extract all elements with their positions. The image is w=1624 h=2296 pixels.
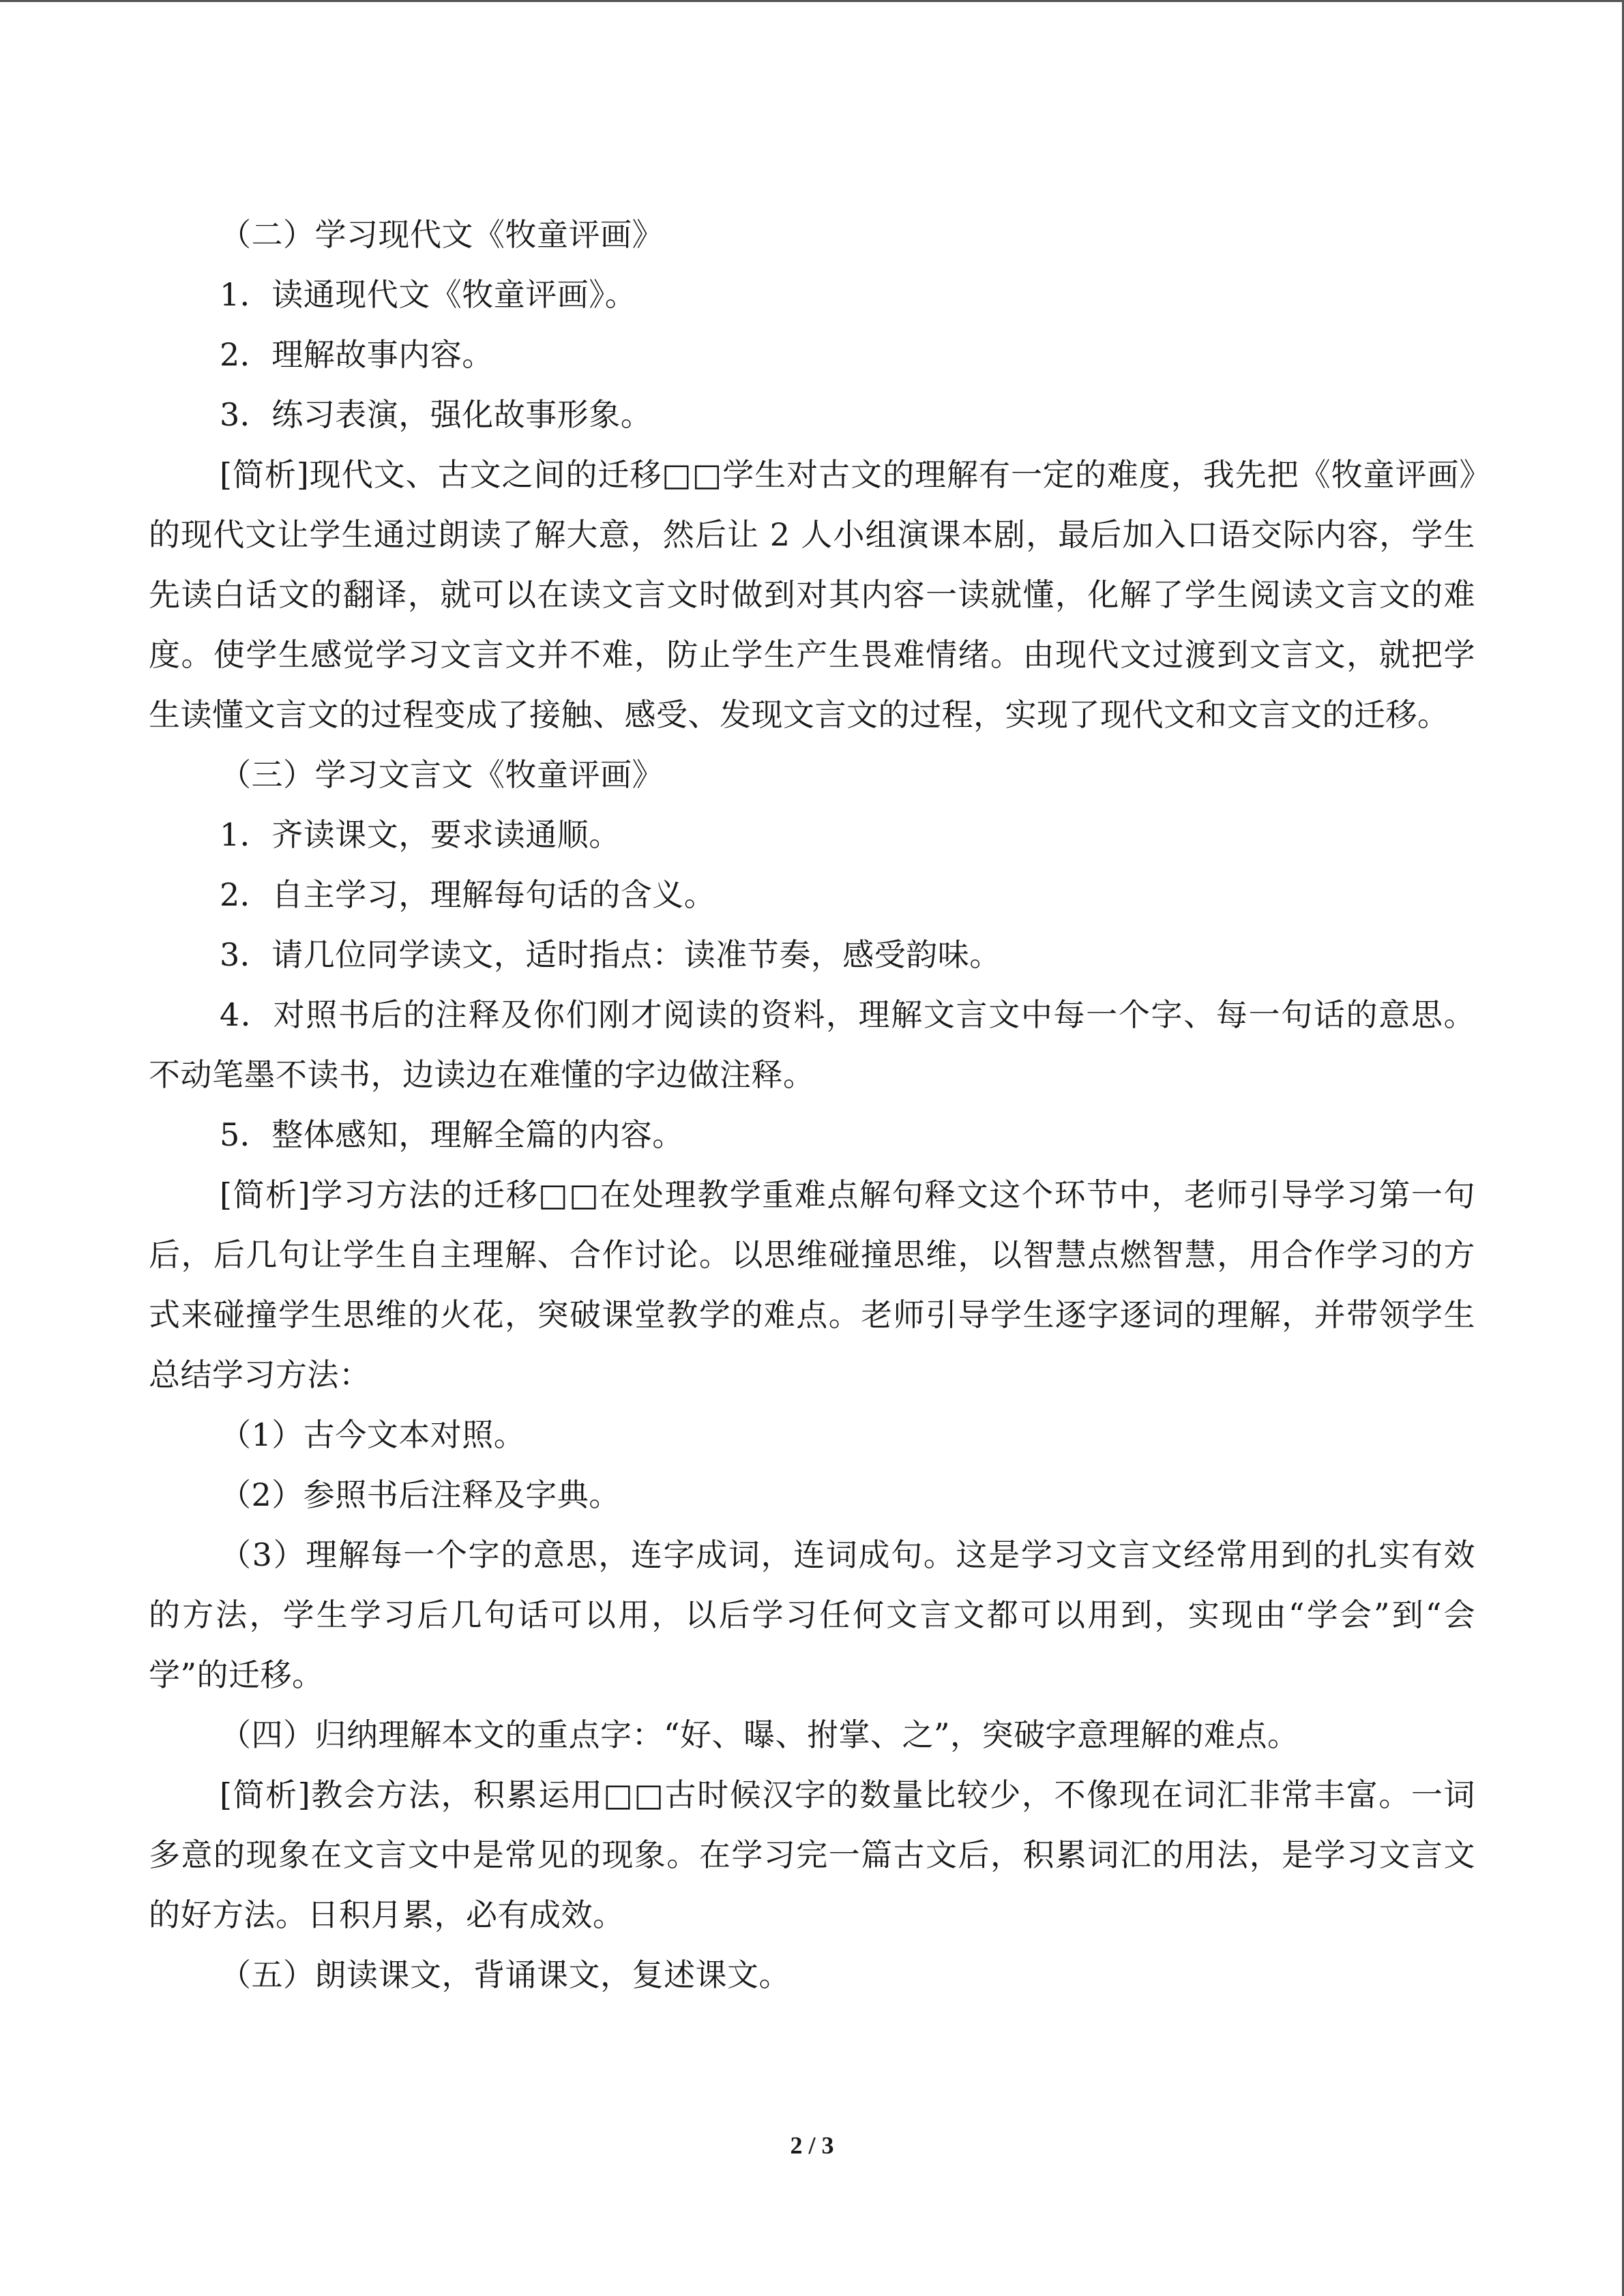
list-item: 3．请几位同学读文，适时指点：读准节奏，感受韵味。 — [220, 936, 1001, 973]
section-heading-4: （四）归纳理解本文的重点字：“好、曝、拊掌、之”，突破字意理解的难点。 — [220, 1716, 1299, 1753]
list-item: 1．读通现代文《牧童评画》。 — [220, 276, 637, 313]
list-item: 3．练习表演，强化故事形象。 — [220, 396, 653, 433]
analysis-paragraph: [简析]教会方法，积累运用□□古时候汉字的数量比较少，不像现在词汇非常丰富。一词多意的现象在文言文中是常见的现象。在学习完一篇古文后，积累词汇的用法，是学习文言文的好方法。日积月累，必有成效。 — [149, 1776, 1475, 1933]
list-item: 1．齐读课文，要求读通顺。 — [220, 816, 621, 853]
list-item: 4．对照书后的注释及你们刚才阅读的资料，理解文言文中每一个字、每一句话的意思。不动笔墨不读书，边读边在难懂的字边做注释。 — [149, 996, 1475, 1093]
page-number: 2 / 3 — [790, 2132, 834, 2159]
list-item: 2．理解故事内容。 — [220, 336, 494, 373]
section-heading-3: （三）学习文言文《牧童评画》 — [220, 756, 664, 793]
section-heading-2: （二）学习现代文《牧童评画》 — [220, 216, 664, 253]
page-border-top — [0, 0, 1624, 2]
method-item: （2）参照书后注释及字典。 — [220, 1476, 621, 1513]
section-heading-5: （五）朗读课文，背诵课文，复述课文。 — [220, 1956, 791, 1993]
list-item: 5．整体感知，理解全篇的内容。 — [220, 1116, 684, 1153]
method-item: （3）理解每一个字的意思，连字成词，连词成句。这是学习文言文经常用到的扎实有效的方法，学生学习后几句话可以用，以后学习任何文言文都可以用到，实现由“学会”到“会学”的迁移。 — [149, 1536, 1475, 1693]
analysis-paragraph: [简析]学习方法的迁移□□在处理教学重难点解句释文这个环节中，老师引导学习第一句后，后几句让学生自主理解、合作讨论。以思维碰撞思维，以智慧点燃智慧，用合作学习的方式来碰撞学生思维的火花，突破课堂教学的难点。老师引导学生逐字逐词的理解，并带领学生总结学习方法： — [149, 1176, 1475, 1393]
list-item: 2．自主学习，理解每句话的含义。 — [220, 876, 716, 913]
document-body — [149, 205, 1475, 2005]
analysis-paragraph: [简析]现代文、古文之间的迁移□□学生对古文的理解有一定的难度，我先把《牧童评画》的现代文让学生通过朗读了解大意，然后让 2 人小组演课本剧，最后加入口语交际内容，学生先读白话文的翻译，就可以在读文言文时做到对其内容一读就懂，化解了学生阅读文言文的难度。使学生感觉学习文言文并不难，防止学生产生畏难情绪。由现代文过渡到文言文，就把学生读懂文言文的过程变成了接触、感受、发现文言文的过程，实现了现代文和文言文的迁移。 — [149, 456, 1475, 733]
method-item: （1）古今文本对照。 — [220, 1416, 526, 1453]
